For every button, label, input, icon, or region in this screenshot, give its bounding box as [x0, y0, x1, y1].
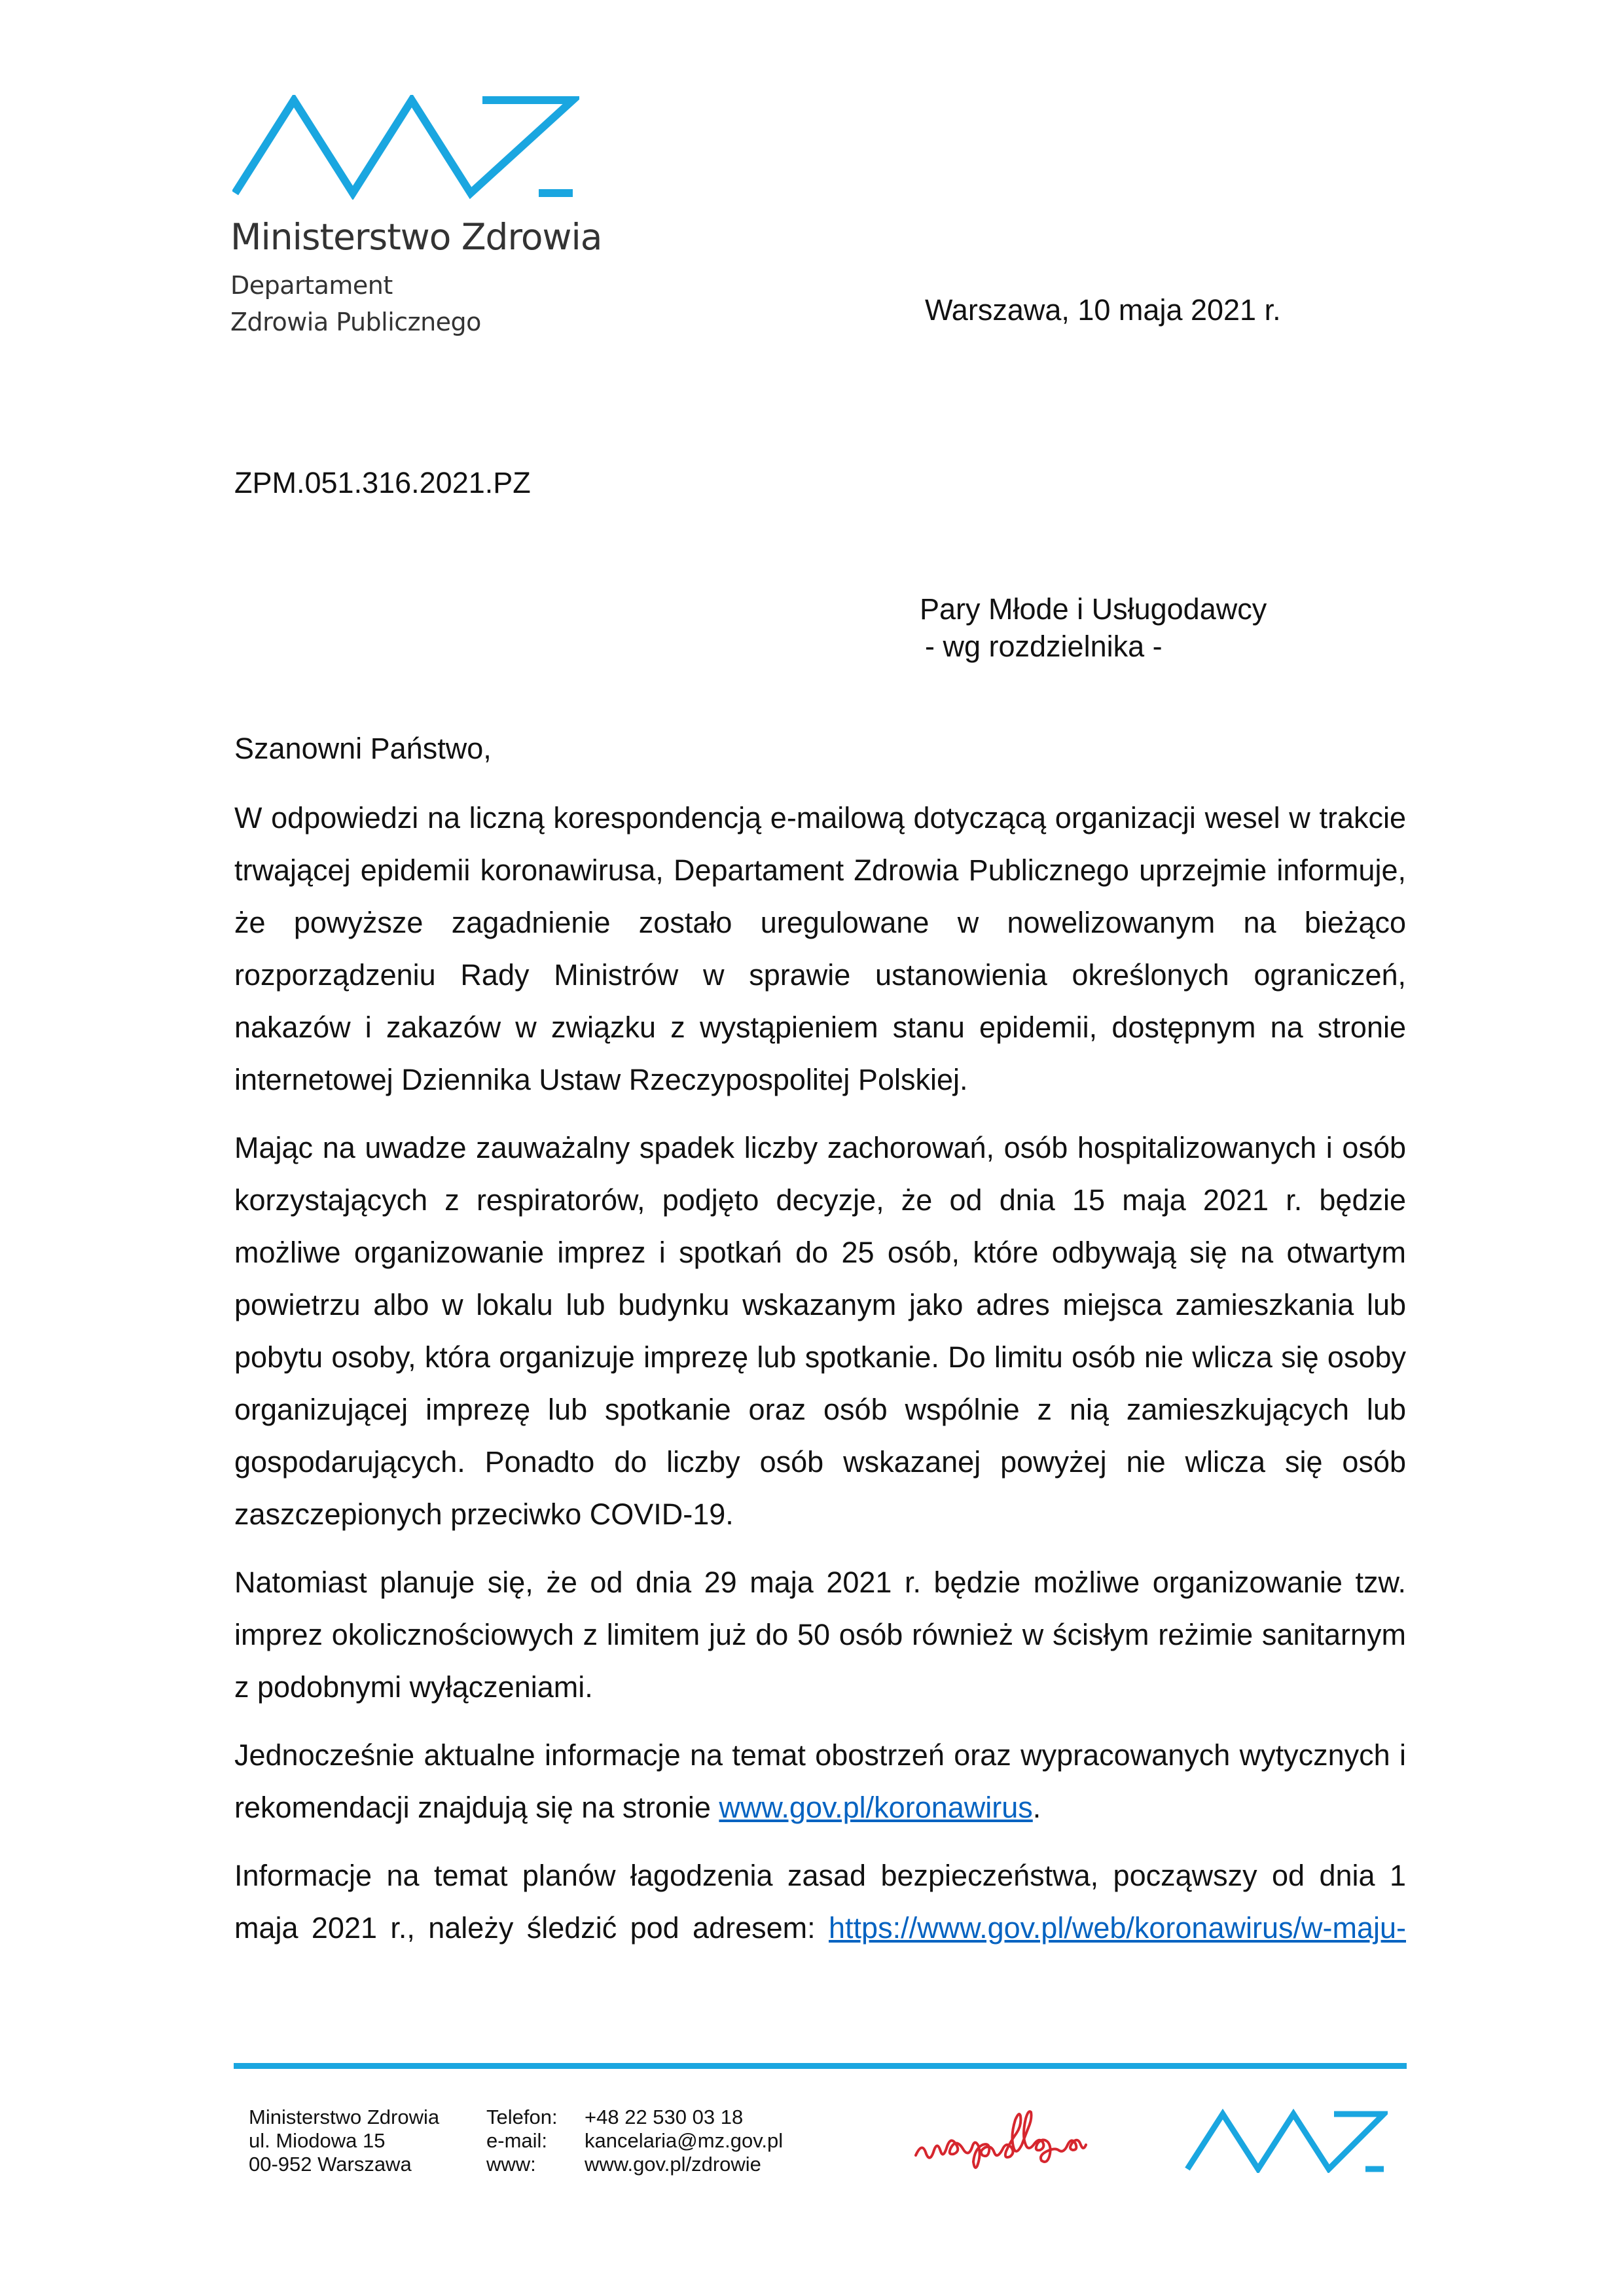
footer-contact-labels	[486, 2106, 558, 2176]
reference-number: ZPM.051.316.2021.PZ	[234, 466, 531, 499]
phone-number: +48 22 530 03 18	[585, 2106, 744, 2128]
website-address: www.gov.pl/zdrowie	[585, 2153, 761, 2176]
recipient-block	[920, 590, 1267, 665]
recipient-line-1: Pary Młode i Usługodawcy	[920, 592, 1267, 626]
phone-label: Telefon:	[486, 2106, 558, 2128]
paragraph-5	[234, 1850, 1406, 1954]
place-date: Warszawa, 10 maja 2021 r.	[925, 293, 1281, 327]
footer-address-line-3: 00-952 Warszawa	[249, 2153, 412, 2176]
w-maju-link[interactable]: https://www.gov.pl/web/koronawirus/w-maju-	[829, 1911, 1406, 1945]
paragraph-5-text: Informacje na temat planów łagodzenia zasad bezpieczeństwa, począwszy od dnia 1 maja 2021 r., należy śledzić pod adresem:	[234, 1859, 1406, 1945]
koronawirus-link[interactable]: www.gov.pl/koronawirus	[719, 1791, 1033, 1824]
footer-contact-values	[585, 2106, 783, 2176]
paragraph-4	[234, 1729, 1406, 1834]
footer-address-line-1: Ministerstwo Zdrowia	[249, 2106, 440, 2128]
recipient-line-2: - wg rozdzielnika -	[925, 630, 1163, 663]
paragraph-1: W odpowiedzi na liczną korespondencją e-mailową dotyczącą organizacji wesel w trakcie trwającej epidemii koronawirusa, Departament Zdrowia Publicznego uprzejmie informuje, że powyższe zagadnienie zostało uregulowane w nowelizowanym na bieżąco rozporządzeniu Rady Ministrów w sprawie ustanowienia określonych ograniczeń, nakazów i zakazów w związku z wystąpieniem stanu epidemii, dostępnym na stronie internetowej Dziennika Ustaw Rzeczypospolitej Polskiej.	[234, 801, 1406, 1096]
department-line-1: Departament	[230, 271, 393, 300]
email-address: kancelaria@mz.gov.pl	[585, 2129, 784, 2152]
mz-logo-icon	[232, 95, 579, 200]
www-label: www:	[486, 2153, 536, 2176]
email-label: e-mail:	[486, 2129, 548, 2152]
paragraph-3: Natomiast planuje się, że od dnia 29 maja 2021 r. będzie możliwe organizowanie tzw. imprez okolicznościowych z limitem już do 50 osób również w ścisłym reżimie sanitarnym z podobnymi wyłączeniami.	[234, 1566, 1406, 1704]
mz-logo-small-icon	[1185, 2109, 1388, 2173]
footer-divider	[234, 2063, 1407, 2069]
paragraph-4-text: Jednocześnie aktualne informacje na temat obostrzeń oraz wypracowanych wytycznych i rekomendacji znajdują się na stronie	[234, 1738, 1406, 1824]
ministry-name: Ministerstwo Zdrowia	[230, 216, 602, 258]
department-line-2: Zdrowia Publicznego	[230, 308, 481, 336]
paragraph-4-end: .	[1032, 1791, 1041, 1824]
paragraph-2: Mając na uwadze zauważalny spadek liczby zachorowań, osób hospitalizowanych i osób korzystających z respiratorów, podjęto decyzje, że od dnia 15 maja 2021 r. będzie możliwe organizowanie imprez i spotkań do 25 osób, które odbywają się na otwartym powietrzu albo w lokalu lub budynku wskazanym jako adres miejsca zamieszkania lub pobytu osoby, która organizuje imprezę lub spotkanie. Do limitu osób nie wlicza się osoby organizującej imprezę lub spotkanie oraz osób wspólnie z nią zamieszkujących lub gospodarujących. Ponadto do liczby osób wskazanej powyżej nie wlicza się osób zaszczepionych przeciwko COVID-19.	[234, 1131, 1406, 1531]
niepodlegla-signature-icon	[912, 2104, 1147, 2176]
department-name	[230, 267, 481, 340]
letter-body	[234, 792, 1406, 1970]
footer-address	[249, 2106, 439, 2176]
salutation: Szanowni Państwo,	[234, 732, 492, 765]
footer-address-line-2: ul. Miodowa 15	[249, 2129, 386, 2152]
